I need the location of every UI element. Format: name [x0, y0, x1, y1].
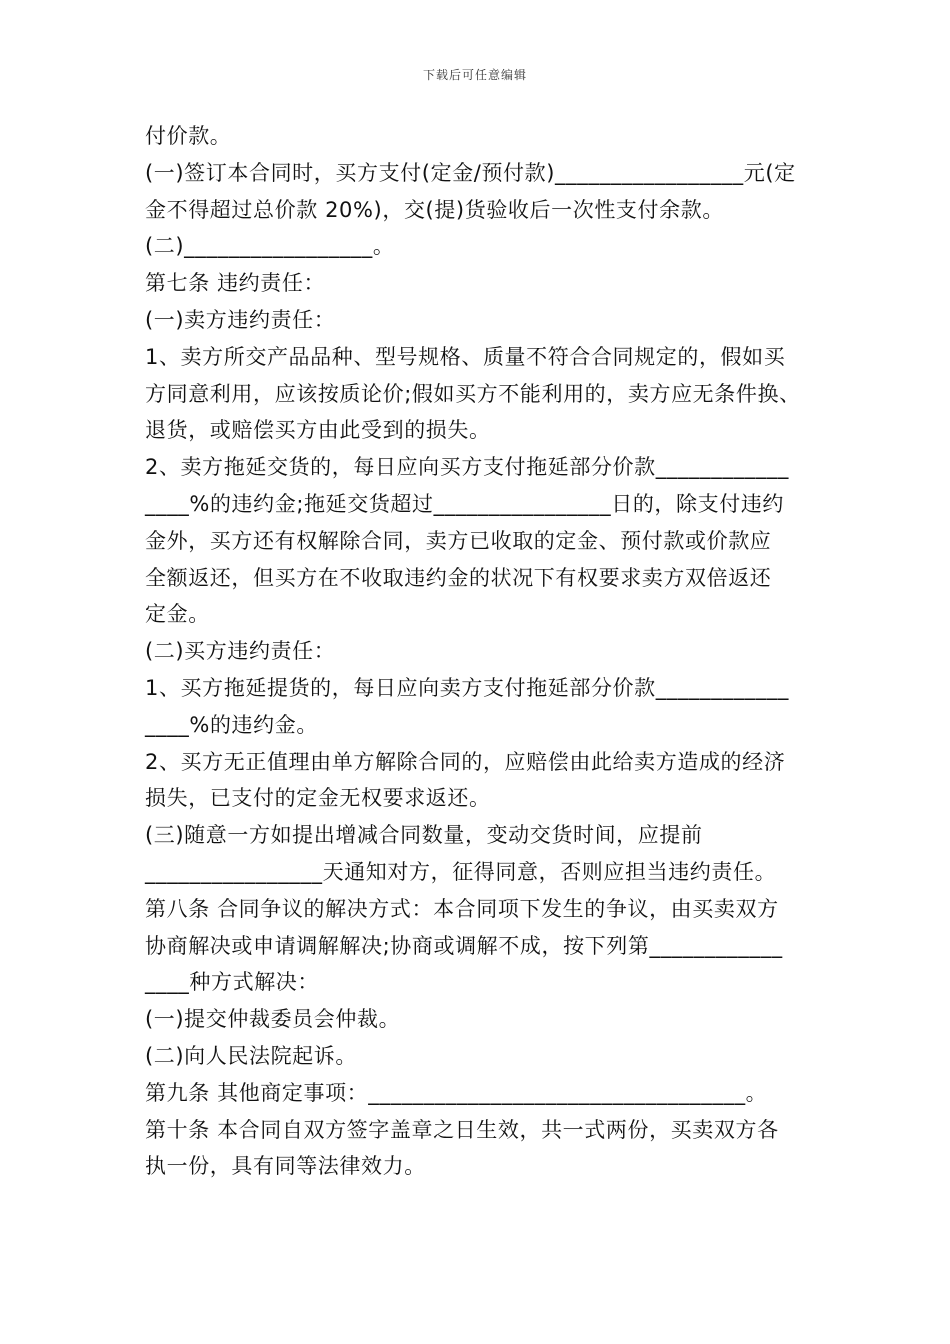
article-heading: 第八条 合同争议的解决方式：本合同项下发生的争议，由买卖双方 — [145, 896, 779, 921]
text-line: (二)_________________。 — [145, 234, 395, 259]
text-line: ________________天通知对方，征得同意，否则应担当违约责任。 — [145, 859, 777, 884]
text-line: ____%的违约金;拖延交货超过________________日的，除支付违约 — [145, 491, 785, 516]
text-line: 1、买方拖延提货的，每日应向卖方支付拖延部分价款____________ — [145, 675, 789, 700]
text-line: 1、卖方所交产品品种、型号规格、质量不符合合同规定的，假如买 — [145, 344, 786, 369]
text-line: (二)向人民法院起诉。 — [145, 1043, 357, 1068]
page-header: 下载后可任意编辑 — [422, 68, 527, 82]
text-line: 损失，已支付的定金无权要求返还。 — [145, 786, 491, 811]
section-heading: (一)卖方违约责任： — [145, 307, 336, 332]
text-line: ____%的违约金。 — [145, 712, 318, 737]
text-line: 付价款。 — [145, 124, 232, 148]
article-heading: 第七条 违约责任： — [145, 271, 326, 296]
text-line: 2、卖方拖延交货的，每日应向买方支付拖延部分价款____________ — [145, 455, 789, 480]
text-line: (一)提交仲裁委员会仲裁。 — [145, 1007, 401, 1032]
text-line: 金外，买方还有权解除合同，卖方已收取的定金、预付款或价款应 — [145, 528, 772, 553]
text-line: 金不得超过总价款 20%)，交(提)货验收后一次性支付余款。 — [145, 197, 724, 222]
text-line: 退货，或赔偿买方由此受到的损失。 — [145, 418, 491, 443]
text-line: (三)随意一方如提出增减合同数量，变动交货时间，应提前 — [145, 823, 703, 848]
text-line: (一)签订本合同时，买方支付(定金/预付款)_________________元(定 — [145, 160, 796, 185]
text-line: 定金。 — [145, 602, 210, 627]
text-line: 全额返还，但买方在不收取违约金的状况下有权要求卖方双倍返还 — [145, 565, 772, 590]
text-line: 2、买方无正值理由单方解除合同的，应赔偿由此给卖方造成的经济 — [145, 749, 786, 774]
text-line: 执一份，具有同等法律效力。 — [145, 1154, 426, 1179]
contract-body — [145, 118, 817, 1185]
text-line: 协商解决或申请调解解决;协商或调解不成，按下列第____________ — [145, 933, 783, 958]
text-line: ____种方式解决： — [145, 970, 319, 995]
article-heading: 第九条 其他商定事项：__________________________________。 — [145, 1080, 768, 1105]
text-line: 方同意利用，应该按质论价;假如买方不能利用的，卖方应无条件换、 — [145, 381, 801, 406]
article-heading: 第十条 本合同自双方签字盖章之日生效，共一式两份，买卖双方各 — [145, 1117, 779, 1142]
section-heading: (二)买方违约责任： — [145, 639, 336, 664]
